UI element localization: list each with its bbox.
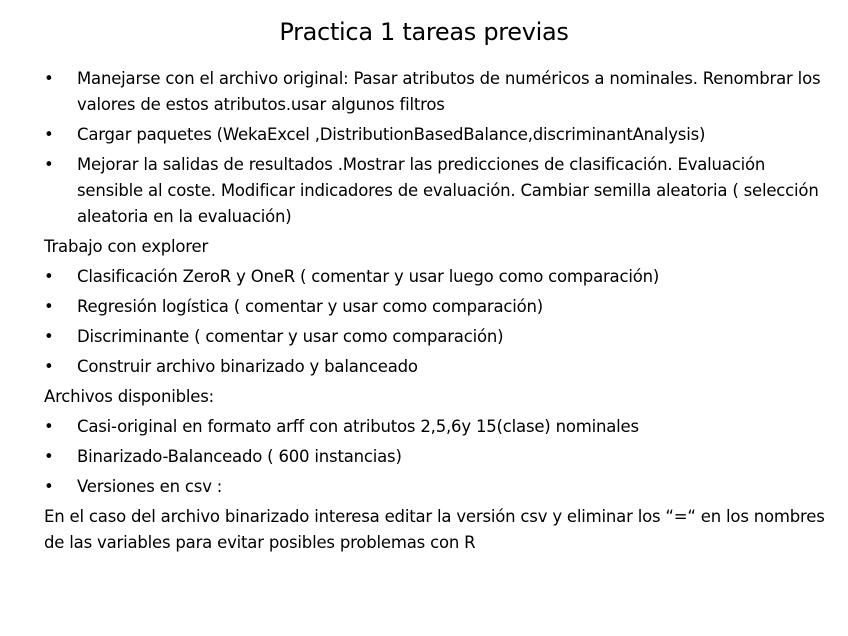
slide-content [44, 66, 834, 560]
bullet-marker: • [44, 477, 54, 496]
bullet-item [44, 474, 834, 500]
bullet-marker: • [44, 125, 54, 144]
section-heading-archivos: Archivos disponibles: [44, 387, 214, 406]
bullet-text: Manejarse con el archivo original: Pasar atributos de numéricos a nominales. Renombrar los valores de estos atributos.usar algunos filtros [77, 69, 821, 114]
bullet-item [44, 324, 834, 350]
bullet-text: Construir archivo binarizado y balanceado [77, 357, 418, 376]
bullet-item [44, 264, 834, 290]
bullet-marker: • [44, 447, 54, 466]
slide-title: Practica 1 tareas previas [279, 18, 569, 46]
bullet-item [44, 122, 834, 148]
bullet-marker: • [44, 69, 54, 88]
bullet-marker: • [44, 327, 54, 346]
bullet-text: Mejorar la salidas de resultados .Mostrar las predicciones de clasificación. Evaluación sensible al coste. Modificar indicadores de evaluación. Cambiar semilla aleatoria ( selección aleatoria en la evaluación) [77, 155, 819, 226]
bullet-text: Casi-original en formato arff con atributos 2,5,6y 15(clase) nominales [77, 417, 639, 436]
bullet-text: Versiones en csv : [77, 477, 223, 496]
bullet-text: Discriminante ( comentar y usar como comparación) [77, 327, 504, 346]
bullet-marker: • [44, 357, 54, 376]
bullet-item [44, 414, 834, 440]
bullet-item [44, 66, 834, 118]
bullet-marker: • [44, 297, 54, 316]
bullet-marker: • [44, 155, 54, 174]
bullet-text: Regresión logística ( comentar y usar como comparación) [77, 297, 544, 316]
bullet-item [44, 444, 834, 470]
bullet-marker: • [44, 267, 54, 286]
section-heading-explorer: Trabajo con explorer [44, 237, 209, 256]
bullet-marker: • [44, 417, 54, 436]
bullet-item [44, 294, 834, 320]
bullet-text: Binarizado-Balanceado ( 600 instancias) [77, 447, 402, 466]
bullet-item [44, 152, 834, 230]
bullet-text: Clasificación ZeroR y OneR ( comentar y usar luego como comparación) [77, 267, 660, 286]
footer-paragraph: En el caso del archivo binarizado interesa editar la versión csv y eliminar los “=“ en los nombres de las variables para evitar posibles problemas con R [44, 507, 825, 552]
bullet-text: Cargar paquetes (WekaExcel ,DistributionBasedBalance,discriminantAnalysis) [77, 125, 706, 144]
bullet-item [44, 354, 834, 380]
